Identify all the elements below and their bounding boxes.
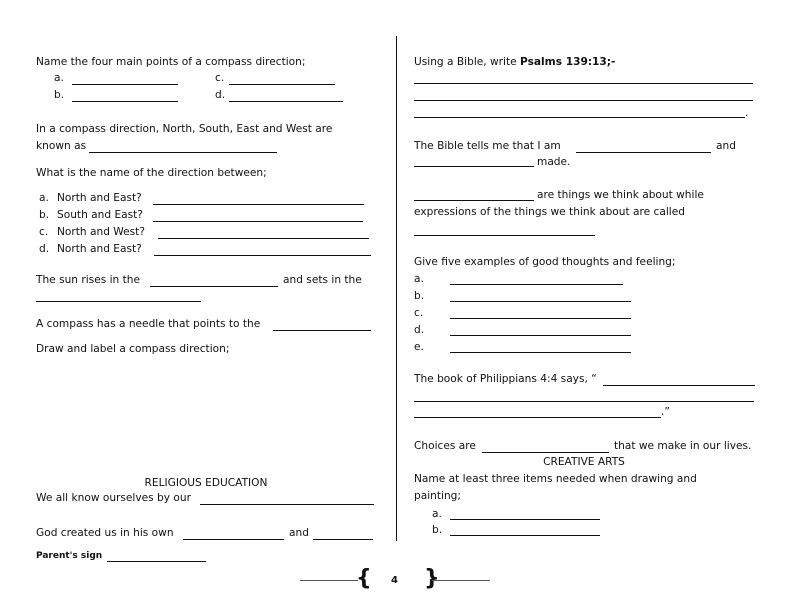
sun-question-part2: and sets in the bbox=[283, 274, 362, 286]
example-blank-d[interactable] bbox=[450, 335, 631, 336]
example-label-c: c. bbox=[414, 307, 424, 319]
thoughts-blank1[interactable] bbox=[414, 200, 534, 201]
footer-rule-right bbox=[432, 580, 490, 581]
example-label-e: e. bbox=[414, 341, 424, 353]
needle-blank[interactable] bbox=[273, 330, 371, 331]
psalms-blank-3[interactable] bbox=[414, 117, 745, 118]
between-blank-a[interactable] bbox=[153, 204, 364, 205]
bible-tells-part1: The Bible tells me that I am bbox=[414, 140, 561, 152]
compass-points-question: Name the four main points of a compass direction; bbox=[36, 56, 306, 68]
sun-question-part1: The sun rises in the bbox=[36, 274, 141, 286]
answer-label-b: b. bbox=[54, 89, 65, 101]
example-label-b: b. bbox=[414, 290, 425, 302]
answer-blank-d[interactable] bbox=[229, 101, 343, 102]
god-created-blank1[interactable] bbox=[183, 539, 284, 540]
choices-part1: Choices are bbox=[414, 440, 476, 452]
needle-question: A compass has a needle that points to the bbox=[36, 318, 261, 330]
creative-blank-a[interactable] bbox=[450, 519, 600, 520]
choices-blank[interactable] bbox=[482, 452, 609, 453]
philippians-blank-2[interactable] bbox=[414, 401, 754, 402]
psalms-prompt-prefix: Using a Bible, write bbox=[414, 56, 521, 68]
thoughts-part1: are things we think about while bbox=[537, 189, 704, 201]
creative-question-line2: painting; bbox=[414, 490, 461, 502]
between-text-d: North and East? bbox=[57, 243, 142, 255]
god-created-part2: and bbox=[289, 527, 309, 539]
philippians-end-mark: .” bbox=[661, 406, 670, 418]
know-ourselves-blank[interactable] bbox=[200, 504, 374, 505]
example-blank-a[interactable] bbox=[450, 284, 623, 285]
draw-compass-instruction: Draw and label a compass direction; bbox=[36, 343, 230, 355]
psalms-blank-1[interactable] bbox=[414, 83, 753, 84]
column-divider bbox=[396, 36, 397, 541]
between-blank-c[interactable] bbox=[158, 238, 369, 239]
cardinal-question-line1: In a compass direction, North, South, East and West are bbox=[36, 123, 333, 135]
between-label-a: a. bbox=[39, 192, 49, 204]
answer-label-a: a. bbox=[54, 72, 64, 84]
between-blank-b[interactable] bbox=[153, 221, 363, 222]
sun-sets-blank[interactable] bbox=[36, 301, 201, 302]
bible-tells-blank2[interactable] bbox=[414, 166, 534, 167]
god-created-blank2[interactable] bbox=[313, 539, 373, 540]
bible-tells-part2: and bbox=[716, 140, 736, 152]
religious-education-heading: RELIGIOUS EDUCATION bbox=[144, 477, 268, 489]
creative-label-a: a. bbox=[432, 508, 442, 520]
example-blank-e[interactable] bbox=[450, 352, 631, 353]
answer-blank-b[interactable] bbox=[72, 101, 178, 102]
footer-rule-left bbox=[300, 580, 358, 581]
between-text-c: North and West? bbox=[57, 226, 145, 238]
philippians-question: The book of Philippians 4:4 says, “ bbox=[414, 373, 597, 385]
between-text-a: North and East? bbox=[57, 192, 142, 204]
sun-rises-blank[interactable] bbox=[150, 286, 278, 287]
page-number: 4 bbox=[391, 575, 398, 586]
psalms-question bbox=[414, 56, 615, 68]
direction-between-question: What is the name of the direction between; bbox=[36, 167, 267, 179]
example-label-a: a. bbox=[414, 273, 424, 285]
creative-label-b: b. bbox=[432, 524, 443, 536]
know-ourselves-question: We all know ourselves by our bbox=[36, 492, 191, 504]
parent-sign-blank[interactable] bbox=[107, 561, 206, 562]
between-label-b: b. bbox=[39, 209, 50, 221]
drawing-area[interactable] bbox=[36, 360, 376, 470]
philippians-blank-1[interactable] bbox=[603, 385, 755, 386]
cardinal-question-line2: known as bbox=[36, 140, 87, 152]
footer-right-brace: } bbox=[424, 566, 440, 591]
god-created-part1: God created us in his own bbox=[36, 527, 174, 539]
bible-tells-part3: made. bbox=[537, 156, 571, 168]
example-blank-b[interactable] bbox=[450, 301, 631, 302]
choices-part2: that we make in our lives. bbox=[614, 440, 752, 452]
between-label-d: d. bbox=[39, 243, 50, 255]
between-label-c: c. bbox=[39, 226, 49, 238]
answer-label-d: d. bbox=[215, 89, 226, 101]
bible-tells-blank1[interactable] bbox=[576, 152, 711, 153]
answer-blank-a[interactable] bbox=[72, 84, 178, 85]
thoughts-blank2[interactable] bbox=[414, 235, 595, 236]
thoughts-part2: expressions of the things we think about are called bbox=[414, 206, 685, 218]
good-thoughts-question: Give five examples of good thoughts and feeling; bbox=[414, 256, 676, 268]
philippians-blank-3[interactable] bbox=[414, 417, 661, 418]
example-blank-c[interactable] bbox=[450, 318, 631, 319]
creative-arts-heading: CREATIVE ARTS bbox=[543, 456, 625, 468]
creative-blank-b[interactable] bbox=[450, 535, 600, 536]
creative-question-line1: Name at least three items needed when drawing and bbox=[414, 473, 697, 485]
parent-sign-label: Parent's sign bbox=[36, 551, 103, 561]
psalms-blank-2[interactable] bbox=[414, 100, 753, 101]
between-blank-d[interactable] bbox=[154, 255, 371, 256]
example-label-d: d. bbox=[414, 324, 425, 336]
psalms-end-mark: . bbox=[745, 107, 749, 119]
footer-left-brace: { bbox=[356, 566, 372, 591]
answer-label-c: c. bbox=[215, 72, 225, 84]
psalms-reference: Psalms 139:13;- bbox=[520, 56, 616, 68]
cardinal-answer-blank[interactable] bbox=[89, 152, 277, 153]
answer-blank-c[interactable] bbox=[229, 84, 335, 85]
between-text-b: South and East? bbox=[57, 209, 143, 221]
